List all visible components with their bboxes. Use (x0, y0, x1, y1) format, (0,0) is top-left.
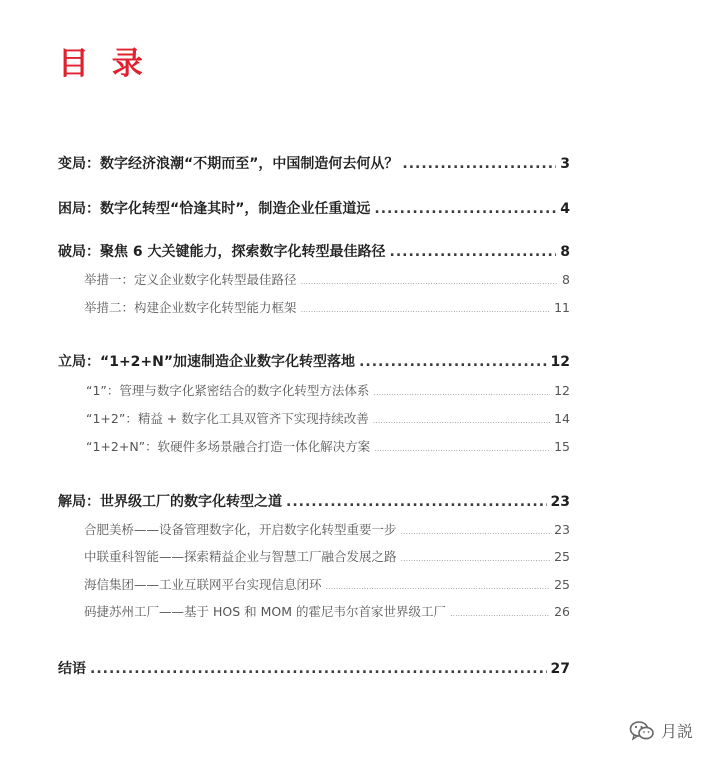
toc-entry-label: 困局：数字化转型“恰逢其时”，制造企业任重道远 (58, 201, 371, 217)
toc-leader-dots (374, 434, 550, 463)
toc-page-number: 14 (554, 411, 570, 426)
watermark-text: 月説 (661, 722, 694, 741)
toc-subentry-label: 中联重科智能——探索精益企业与智慧工厂融合发展之路 (84, 549, 397, 564)
toc-subentry-label: 合肥美桥——设备管理数字化，开启数字化转型重要一步 (84, 522, 397, 537)
toc-entry[interactable] (58, 488, 570, 516)
toc-subentry[interactable] (58, 515, 570, 544)
toc-entry-label: 变局：数字经济浪潮“不期而至”，中国制造何去何从？ (58, 156, 399, 172)
toc-page-number: 8 (560, 244, 570, 260)
wechat-icon (629, 720, 655, 742)
toc-leader-dots (373, 378, 550, 407)
toc-subentry[interactable] (58, 542, 570, 571)
toc-entry-label: 立局：“1+2+N”加速制造企业数字化转型落地 (58, 354, 356, 370)
toc-leader-dots (373, 406, 550, 435)
toc-leader-dots (450, 599, 550, 628)
toc-leader-dots (402, 150, 556, 178)
toc-leader-dots (286, 488, 547, 516)
toc-page-number: 25 (554, 577, 570, 592)
toc-entry-label: 结语 (58, 661, 86, 677)
toc-leader-dots (374, 195, 556, 223)
toc-subentry[interactable] (58, 404, 570, 433)
toc-subentry-label: “1+2”：精益 + 数字化工具双管齐下实现持续改善 (86, 411, 369, 426)
toc-subentry-label: 海信集团——工业互联网平台实现信息闭环 (84, 577, 322, 592)
toc-subentry[interactable] (58, 376, 570, 405)
toc-subentry[interactable] (58, 432, 570, 461)
toc-page-number: 27 (550, 661, 570, 677)
toc-subentry-label: 码捷苏州工厂——基于 HOS 和 MOM 的霍尼韦尔首家世界级工厂 (84, 604, 446, 619)
toc-entry[interactable] (58, 238, 570, 266)
toc-subentry[interactable] (58, 293, 570, 322)
toc-page-number: 15 (554, 439, 570, 454)
toc-page-number: 3 (560, 156, 570, 172)
toc-page-number: 8 (562, 272, 570, 287)
toc-page-number: 23 (554, 522, 570, 537)
toc-leader-dots (301, 267, 559, 296)
toc-subentry-label: 举措二：构建企业数字化转型能力框架 (84, 300, 297, 315)
toc-entry[interactable] (58, 195, 570, 223)
toc-entry-label: 破局：聚焦 6 大关键能力，探索数字化转型最佳路径 (58, 244, 386, 260)
toc-leader-dots (390, 238, 557, 266)
toc-leader-dots (301, 295, 551, 324)
toc-entry-label: 解局：世界级工厂的数字化转型之道 (58, 494, 282, 510)
toc-page-number: 12 (550, 354, 570, 370)
toc-page-number: 26 (554, 604, 570, 619)
toc-leader-dots (401, 544, 551, 573)
watermark (629, 719, 693, 742)
toc-page-number: 12 (554, 383, 570, 398)
toc-subentry-label: 举措一：定义企业数字化转型最佳路径 (84, 272, 297, 287)
toc-entry[interactable] (58, 150, 570, 178)
toc-entry[interactable] (58, 655, 570, 683)
toc-subentry-label: “1”：管理与数字化紧密结合的数字化转型方法体系 (86, 383, 370, 398)
toc-leader-dots (90, 655, 547, 683)
toc-subentry-label: “1+2+N”：软硬件多场景融合打造一体化解决方案 (86, 439, 371, 454)
toc-page-number: 4 (560, 201, 570, 217)
toc-page-number: 23 (550, 494, 570, 510)
page-title: 目 录 (58, 46, 149, 82)
toc-subentry[interactable] (58, 265, 570, 294)
toc-leader-dots (359, 348, 546, 376)
toc-entry[interactable] (58, 348, 570, 376)
toc-page-number: 25 (554, 549, 570, 564)
toc-subentry[interactable] (58, 597, 570, 626)
toc-page-number: 11 (554, 300, 570, 315)
toc-subentry[interactable] (58, 570, 570, 599)
